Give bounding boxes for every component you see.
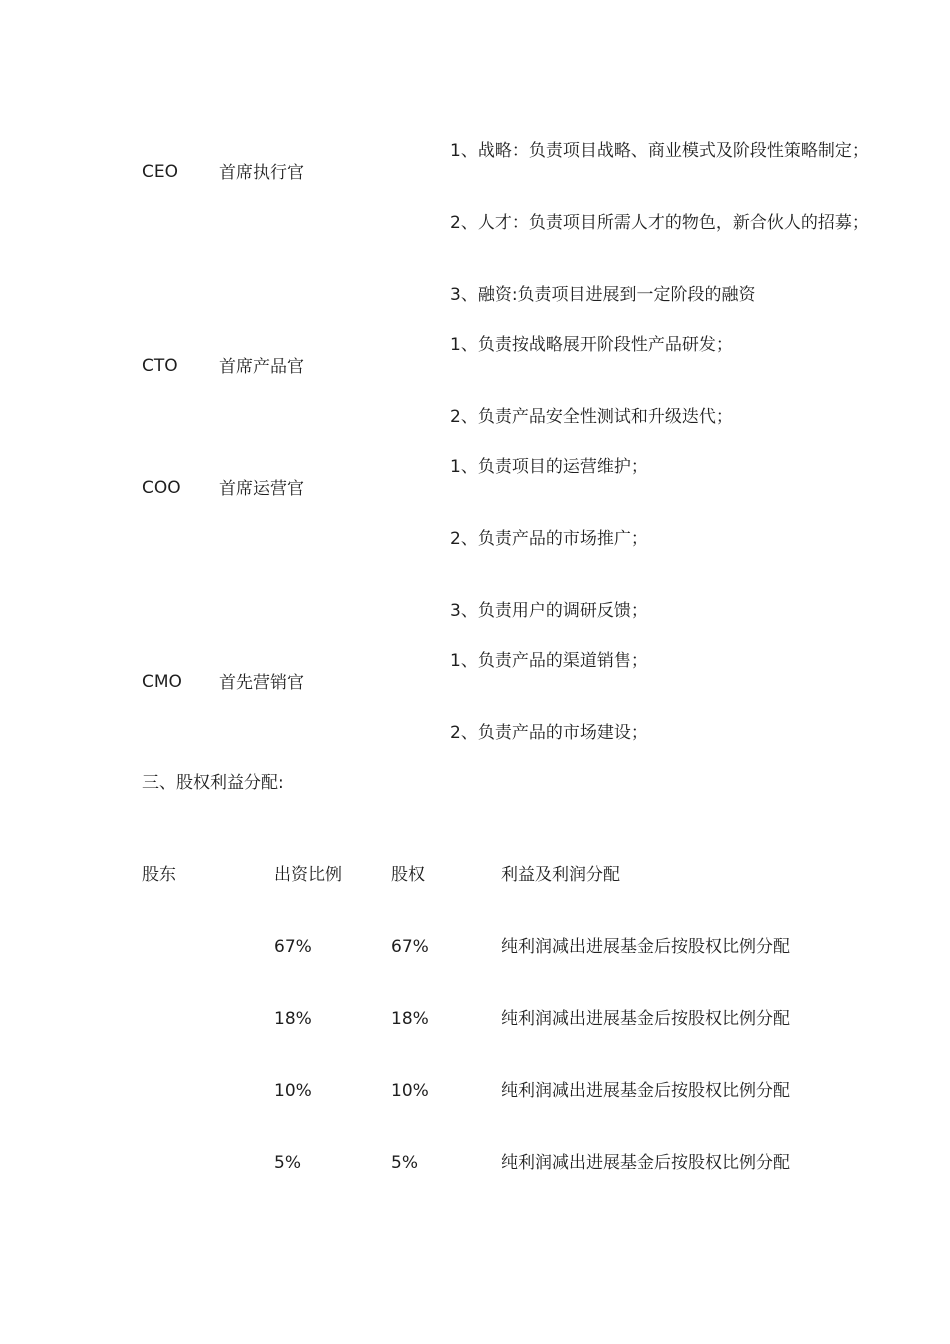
role-duty-cto-1: 1、负责按战略展开阶段性产品研发； [450,335,733,355]
role-title-cmo: 首先营销官 [219,673,304,693]
table-cell-ratio: 18% [274,1009,312,1029]
role-code-cmo: CMO [142,672,182,692]
role-title-coo: 首席运营官 [219,479,304,499]
role-code-cto: CTO [142,356,178,376]
role-title-ceo: 首席执行官 [219,163,304,183]
table-cell-profit: 纯利润减出进展基金后按股权比例分配 [501,937,790,957]
table-cell-profit: 纯利润减出进展基金后按股权比例分配 [501,1009,790,1029]
table-header-holder: 股东 [142,865,176,885]
table-cell-equity: 5% [391,1153,418,1173]
role-duty-cto-2: 2、负责产品安全性测试和升级迭代； [450,407,733,427]
table-cell-profit: 纯利润减出进展基金后按股权比例分配 [501,1081,790,1101]
table-cell-equity: 67% [391,937,429,957]
role-duty-cmo-1: 1、负责产品的渠道销售； [450,651,648,671]
table-cell-ratio: 67% [274,937,312,957]
table-cell-equity: 18% [391,1009,429,1029]
role-duty-ceo-3: 3、融资:负责项目进展到一定阶段的融资 [450,285,756,305]
table-cell-ratio: 10% [274,1081,312,1101]
role-code-ceo: CEO [142,162,178,182]
role-duty-ceo-1: 1、战略：负责项目战略、商业模式及阶段性策略制定； [450,141,869,161]
table-cell-profit: 纯利润减出进展基金后按股权比例分配 [501,1153,790,1173]
role-duty-coo-3: 3、负责用户的调研反馈； [450,601,648,621]
role-title-cto: 首席产品官 [219,357,304,377]
role-duty-coo-2: 2、负责产品的市场推广； [450,529,648,549]
table-header-profit: 利益及利润分配 [501,865,620,885]
section-heading: 三、股权利益分配: [142,773,284,793]
role-duty-coo-1: 1、负责项目的运营维护； [450,457,648,477]
role-code-coo: COO [142,478,181,498]
table-header-ratio: 出资比例 [274,865,342,885]
table-cell-equity: 10% [391,1081,429,1101]
table-header-equity: 股权 [391,865,425,885]
role-duty-cmo-2: 2、负责产品的市场建设； [450,723,648,743]
table-cell-ratio: 5% [274,1153,301,1173]
role-duty-ceo-2: 2、人才：负责项目所需人才的物色，新合伙人的招募； [450,213,869,233]
